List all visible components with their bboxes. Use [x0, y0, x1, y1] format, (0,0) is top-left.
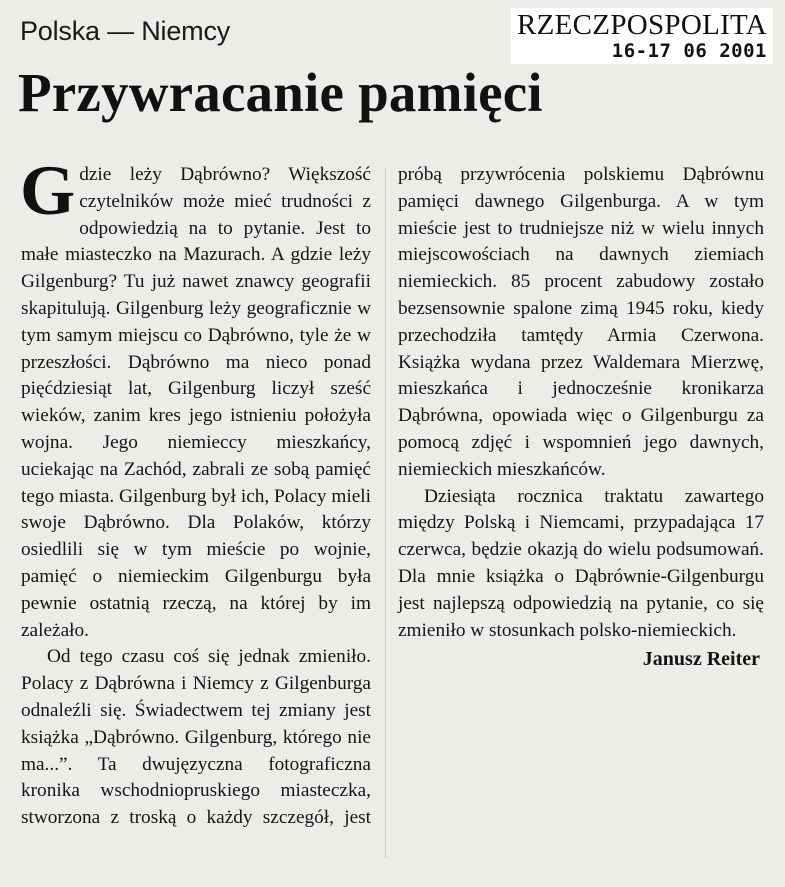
paragraph-3: Dziesiąta rocznica traktatu zawartego między Polską i Niemcami, przypadająca 17 czerwca, będzie okazją do wielu podsumowań. Dla mnie książka o Dąbrównie-Gilgenburgu jest najlepszą odpowiedzią na pytanie, co się zmieniło w stosunkach polsko-niemieckich.	[398, 485, 764, 641]
paragraph-2-continued: próbą przywrócenia polskiemu Dąbrównu pamięci dawnego Gilgenburga. A w tym mieście jest to trudniejsze niż w wielu innych miejscowościach na dawnych ziemiach niemieckich. 85 procent zabudowy zostało bezsensownie spalone zimą 1945 roku, kiedy przechodziła tamtędy Armia Czerwona. Książka wydana przez Waldemara Mierzwę, mieszkańca i jednocześnie kronikarza Dąbrówna, opowiada więc o Gilgenburgu za pomocą zdjęć i wspomnień jego dawnych, niemieckich mieszkańców.	[398, 164, 764, 480]
newspaper-name: RZECZPOSPOLITA	[516, 9, 767, 41]
paragraph-2: Od tego czasu coś się jednak zmieniło. Polacy z Dąbrówna i Niemcy z Gilgenburga odnaleźli się. Świadectwem tej zmiany jest książka „Dąbrówno. Gilgenburg, którego nie ma...”. Ta dwujęzyczna fotograficzna kronika wschodniopruskiego miasteczka, stworzona z troską o każdy szczegół, jest	[21, 646, 371, 829]
section-kicker: Polska — Niemcy	[20, 16, 231, 46]
column-divider	[385, 168, 386, 858]
publication-date: 16-17 06 2001	[611, 40, 767, 62]
article-column-left	[20, 152, 371, 832]
article-column-right	[398, 162, 764, 673]
article-byline: Janusz Reiter	[642, 648, 760, 671]
paragraph-1-text: dzie leży Dąbrówno? Większość czytelników może mieć trudności z odpowiedzią na to pytanie. Jest to małe miasteczko na Mazurach. A gdzie leży Gilgenburg? Tu już nawet znawcy geografii skapitulują. Gilgenburg leży geograficznie w tym samym miejscu co Dąbrówno, tyle że w przeszłości. Dąbrówno ma nieco ponad pięćdziesiąt lat, Gilgenburg liczył sześć wieków, zanim kres jego istnieniu położyła wojna. Jego niemieccy mieszkańcy, uciekając na Zachód, zabrali ze sobą pamięć tego miasta. Gilgenburg był ich, Polacy mieli swoje Dąbrówno. Dla Polaków, którzy osiedlili się w tym mieście po wojnie, pamięć o niemieckim Gilgenburgu była pewnie ostatnią rzeczą, na której by im zależało.	[21, 164, 371, 641]
paragraph-1	[20, 152, 371, 644]
drop-cap: G	[20, 152, 76, 230]
masthead	[511, 8, 773, 64]
article-headline: Przywracanie pamięci	[18, 62, 543, 123]
